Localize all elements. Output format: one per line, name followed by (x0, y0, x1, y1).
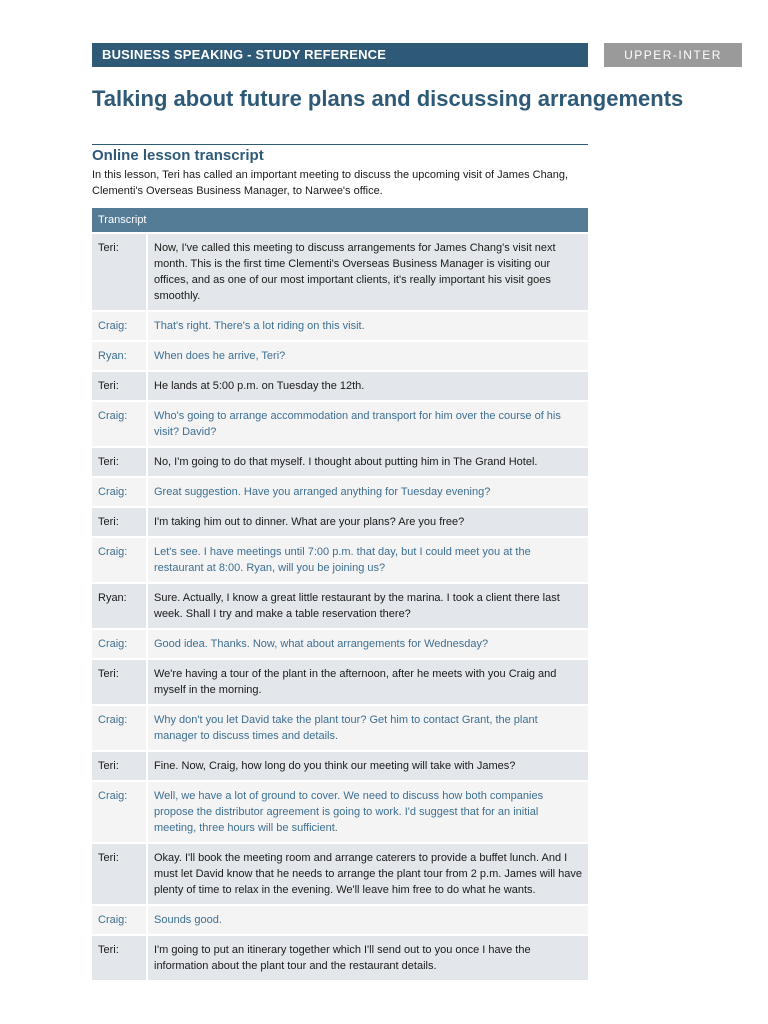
transcript-row (92, 659, 588, 705)
speaker-cell: Craig: (92, 705, 147, 751)
dialogue-cell: I'm going to put an itinerary together which I'll send out to you once I have the information about the plant tour and the restaurant details. (147, 935, 588, 980)
transcript-header-row (92, 208, 588, 233)
level-badge: UPPER-INTER (604, 43, 742, 67)
transcript-header: Transcript (92, 208, 588, 233)
speaker-cell: Craig: (92, 537, 147, 583)
transcript-row (92, 935, 588, 980)
transcript-row (92, 447, 588, 477)
speaker-cell: Teri: (92, 371, 147, 401)
section-divider (92, 144, 588, 145)
transcript-row (92, 233, 588, 311)
dialogue-cell: He lands at 5:00 p.m. on Tuesday the 12th. (147, 371, 588, 401)
transcript-row (92, 905, 588, 935)
dialogue-cell: Now, I've called this meeting to discuss arrangements for James Chang's visit next month. This is the first time Clementi's Overseas Business Manager is visiting our offices, and as one of our most important clients, it's really important his visit goes smoothly. (147, 233, 588, 311)
speaker-cell: Teri: (92, 659, 147, 705)
transcript-row (92, 629, 588, 659)
section-heading: Online lesson transcript (92, 147, 264, 164)
dialogue-cell: Great suggestion. Have you arranged anything for Tuesday evening? (147, 477, 588, 507)
speaker-cell: Craig: (92, 401, 147, 447)
speaker-cell: Teri: (92, 233, 147, 311)
dialogue-cell: Sure. Actually, I know a great little restaurant by the marina. I took a client there last week. Shall I try and make a table reservation there? (147, 583, 588, 629)
transcript-table (92, 208, 588, 980)
transcript-row (92, 341, 588, 371)
dialogue-cell: Sounds good. (147, 905, 588, 935)
speaker-cell: Teri: (92, 751, 147, 781)
speaker-cell: Teri: (92, 843, 147, 905)
speaker-cell: Ryan: (92, 583, 147, 629)
category-banner: BUSINESS SPEAKING - STUDY REFERENCE (92, 43, 588, 67)
dialogue-cell: When does he arrive, Teri? (147, 341, 588, 371)
transcript-row (92, 477, 588, 507)
dialogue-cell: Who's going to arrange accommodation and transport for him over the course of his visit? David? (147, 401, 588, 447)
speaker-cell: Teri: (92, 935, 147, 980)
speaker-cell: Craig: (92, 477, 147, 507)
speaker-cell: Craig: (92, 905, 147, 935)
dialogue-cell: No, I'm going to do that myself. I thought about putting him in The Grand Hotel. (147, 447, 588, 477)
transcript-row (92, 781, 588, 843)
transcript-row (92, 401, 588, 447)
page-title: Talking about future plans and discussing arrangements (92, 86, 684, 111)
transcript-row (92, 705, 588, 751)
dialogue-cell: Fine. Now, Craig, how long do you think our meeting will take with James? (147, 751, 588, 781)
speaker-cell: Ryan: (92, 341, 147, 371)
transcript-row (92, 507, 588, 537)
dialogue-cell: Okay. I'll book the meeting room and arrange caterers to provide a buffet lunch. And I must let David know that he needs to arrange the plant tour from 2 p.m. James will have plenty of time to relax in the evening. We'll leave him free to do what he wants. (147, 843, 588, 905)
dialogue-cell: That's right. There's a lot riding on this visit. (147, 311, 588, 341)
transcript-row (92, 751, 588, 781)
transcript-row (92, 371, 588, 401)
dialogue-cell: We're having a tour of the plant in the afternoon, after he meets with you Craig and myself in the morning. (147, 659, 588, 705)
dialogue-cell: Well, we have a lot of ground to cover. We need to discuss how both companies propose the distributor agreement is going to work. I'd suggest that for an initial meeting, three hours will be sufficient. (147, 781, 588, 843)
speaker-cell: Craig: (92, 629, 147, 659)
speaker-cell: Craig: (92, 781, 147, 843)
dialogue-cell: Let's see. I have meetings until 7:00 p.m. that day, but I could meet you at the restaurant at 8:00. Ryan, will you be joining us? (147, 537, 588, 583)
transcript-row (92, 843, 588, 905)
dialogue-cell: Good idea. Thanks. Now, what about arrangements for Wednesday? (147, 629, 588, 659)
intro-paragraph: In this lesson, Teri has called an important meeting to discuss the upcoming visit of James Chang, Clementi's Overseas Business Manager, to Narwee's office. (92, 169, 569, 197)
dialogue-cell: Why don't you let David take the plant tour? Get him to contact Grant, the plant manager to discuss times and details. (147, 705, 588, 751)
transcript-row (92, 537, 588, 583)
speaker-cell: Teri: (92, 507, 147, 537)
transcript-row (92, 583, 588, 629)
speaker-cell: Craig: (92, 311, 147, 341)
transcript-row (92, 311, 588, 341)
speaker-cell: Teri: (92, 447, 147, 477)
dialogue-cell: I'm taking him out to dinner. What are your plans? Are you free? (147, 507, 588, 537)
